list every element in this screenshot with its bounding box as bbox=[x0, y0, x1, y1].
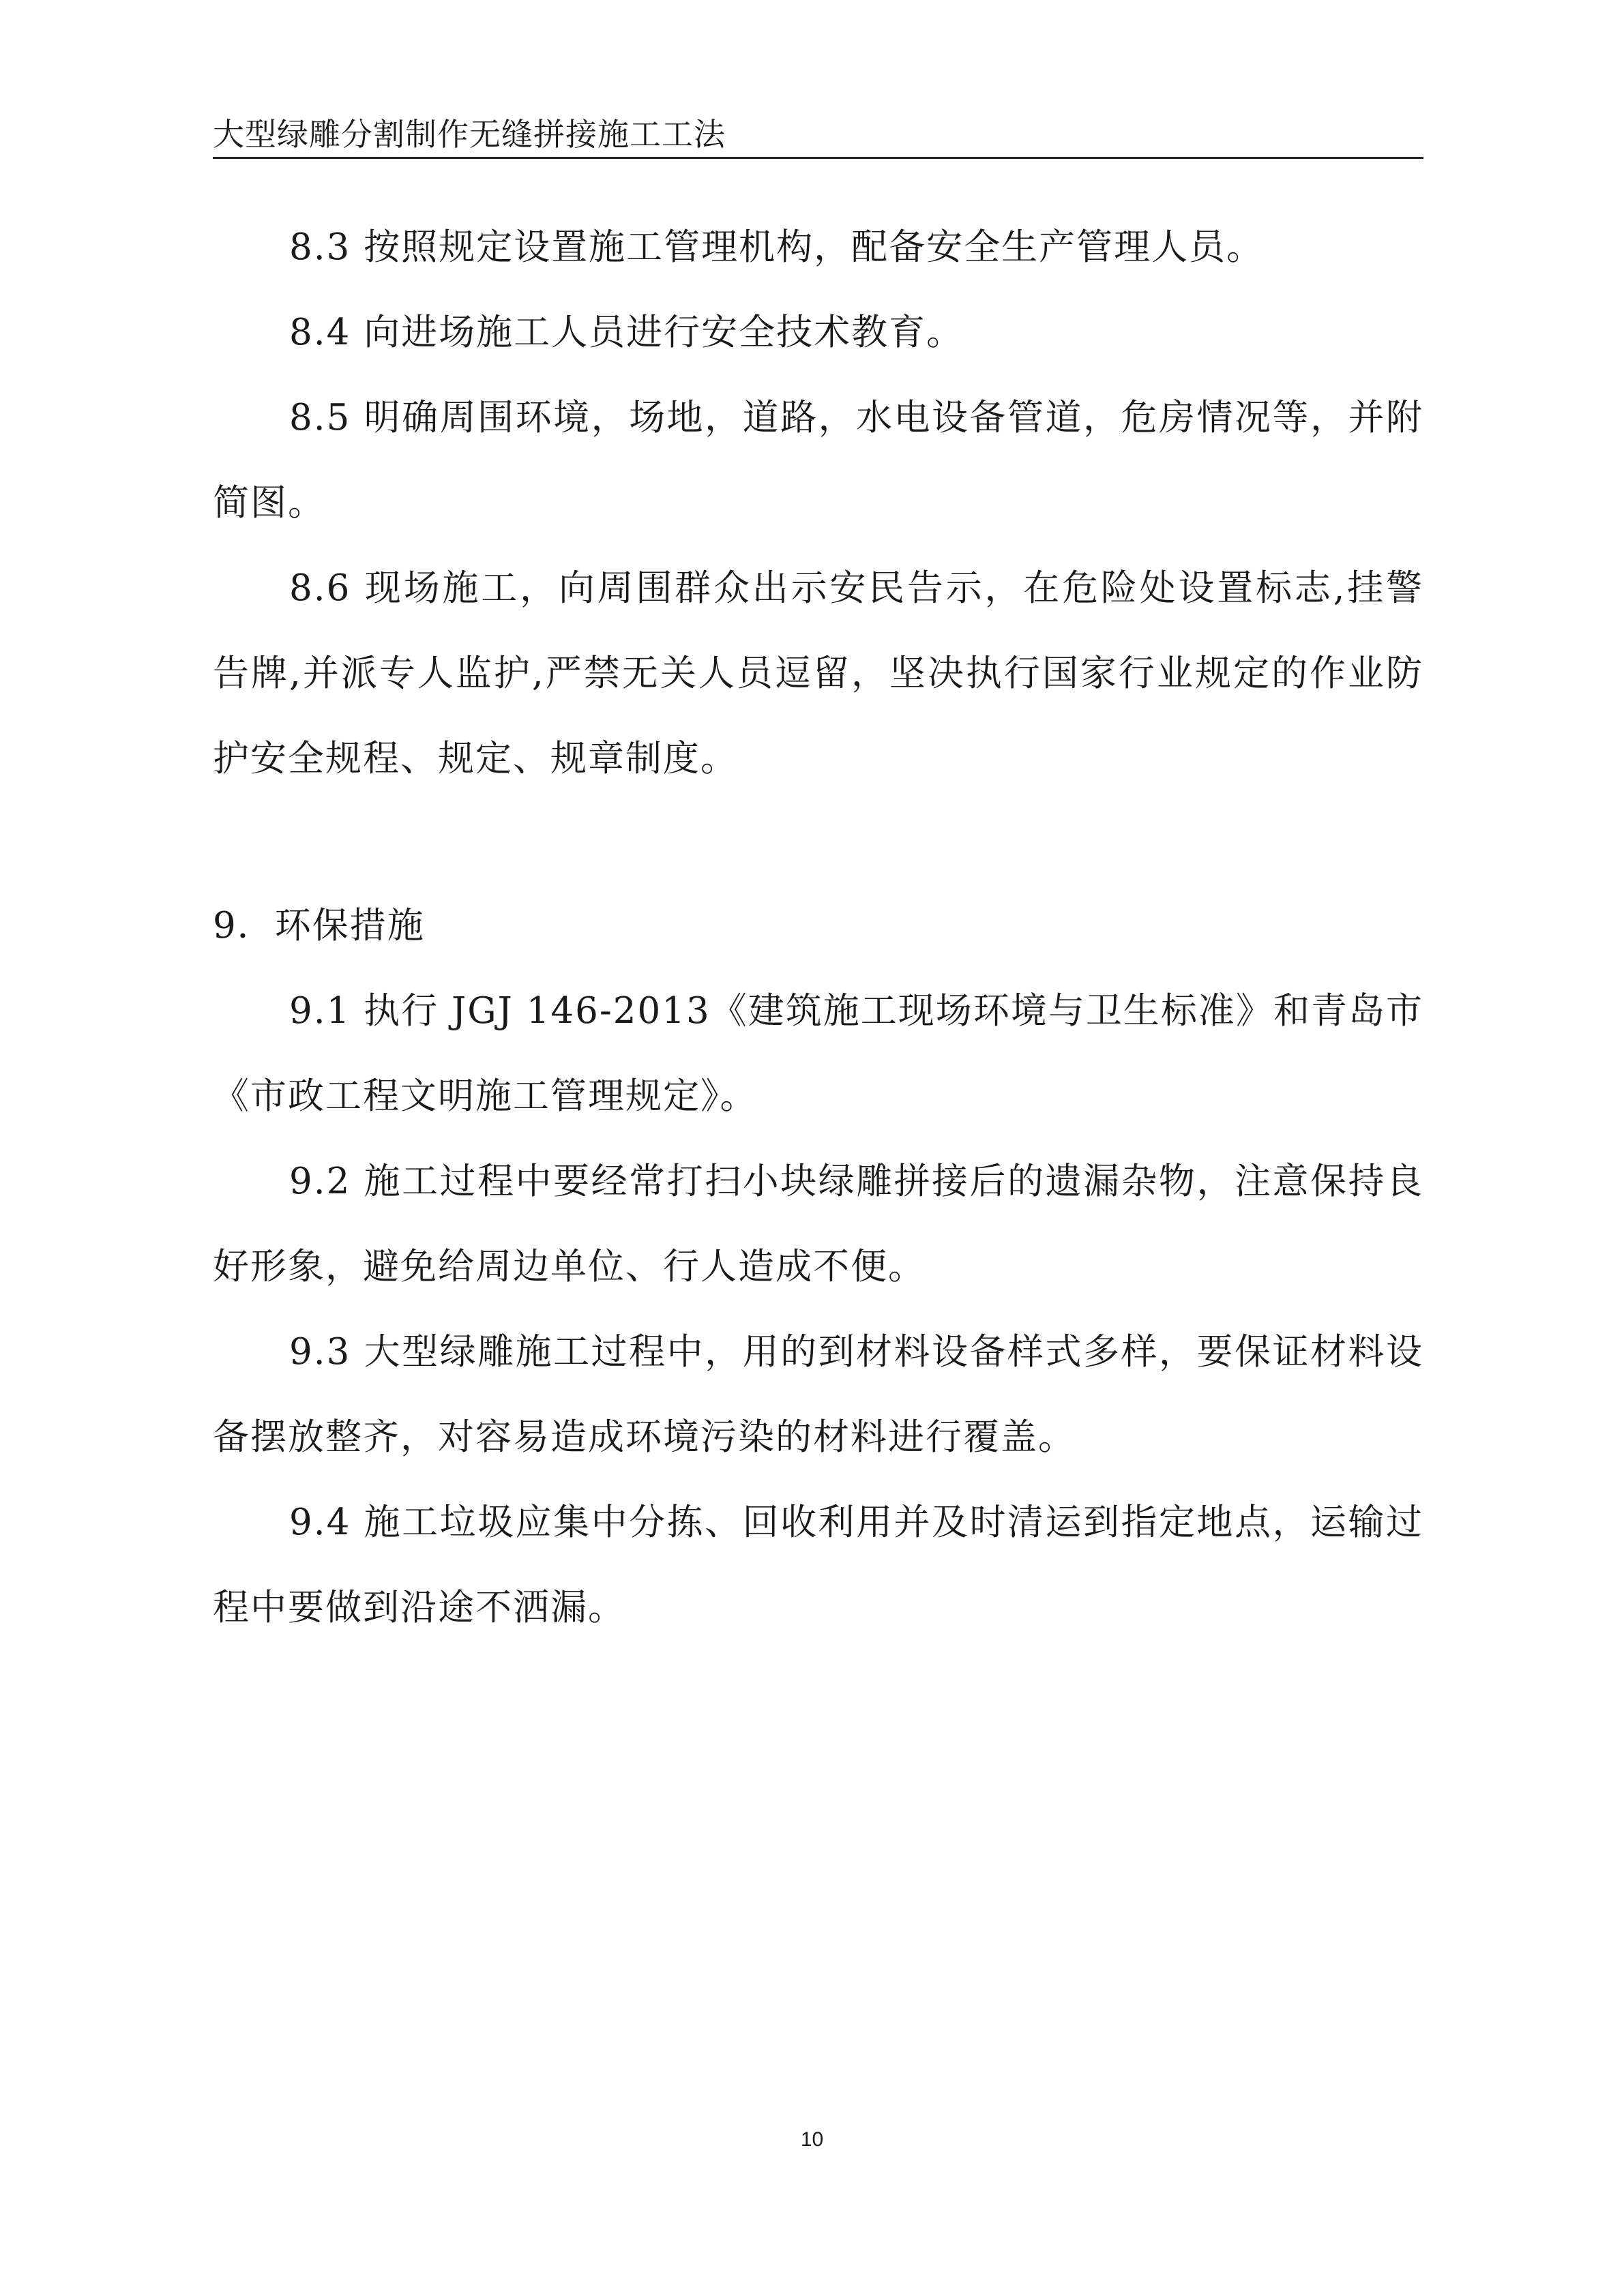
section-heading-9: 9．环保措施 bbox=[213, 905, 425, 946]
paragraph-9-3: 9.3 大型绿雕施工过程中，用的到材料设备样式多样，要保证材料设备摆放整齐，对容易造成环境污染的材料进行覆盖。 bbox=[213, 1331, 1423, 1458]
header-title: 大型绿雕分割制作无缝拼接施工工法 bbox=[213, 116, 726, 153]
paragraph-8-4: 8.4 向进场施工人员进行安全技术教育。 bbox=[289, 312, 964, 353]
paragraph-9-4: 9.4 施工垃圾应集中分拣、回收利用并及时清运到指定地点，运输过程中要做到沿途不洒漏。 bbox=[213, 1502, 1423, 1628]
paragraph-9-1: 9.1 执行 JGJ 146-2013《建筑施工现场环境与卫生标准》和青岛市《市政工程文明施工管理规定》。 bbox=[213, 990, 1423, 1117]
page-header bbox=[213, 115, 1423, 159]
paragraph-8-6: 8.6 现场施工，向周围群众出示安民告示，在危险处设置标志,挂警告牌,并派专人监护,严禁无关人员逗留，坚决执行国家行业规定的作业防护安全规程、规定、规章制度。 bbox=[213, 567, 1423, 779]
paragraph-8-3: 8.3 按照规定设置施工管理机构，配备安全生产管理人员。 bbox=[289, 226, 1265, 268]
paragraph-8-5: 8.5 明确周围环境，场地，道路，水电设备管道，危房情况等，并附简图。 bbox=[213, 397, 1423, 524]
document-body bbox=[213, 205, 1423, 1650]
page-number: 10 bbox=[800, 2128, 824, 2151]
paragraph-9-2: 9.2 施工过程中要经常打扫小块绿雕拼接后的遗漏杂物，注意保持良好形象，避免给周边单位、行人造成不便。 bbox=[213, 1161, 1423, 1287]
